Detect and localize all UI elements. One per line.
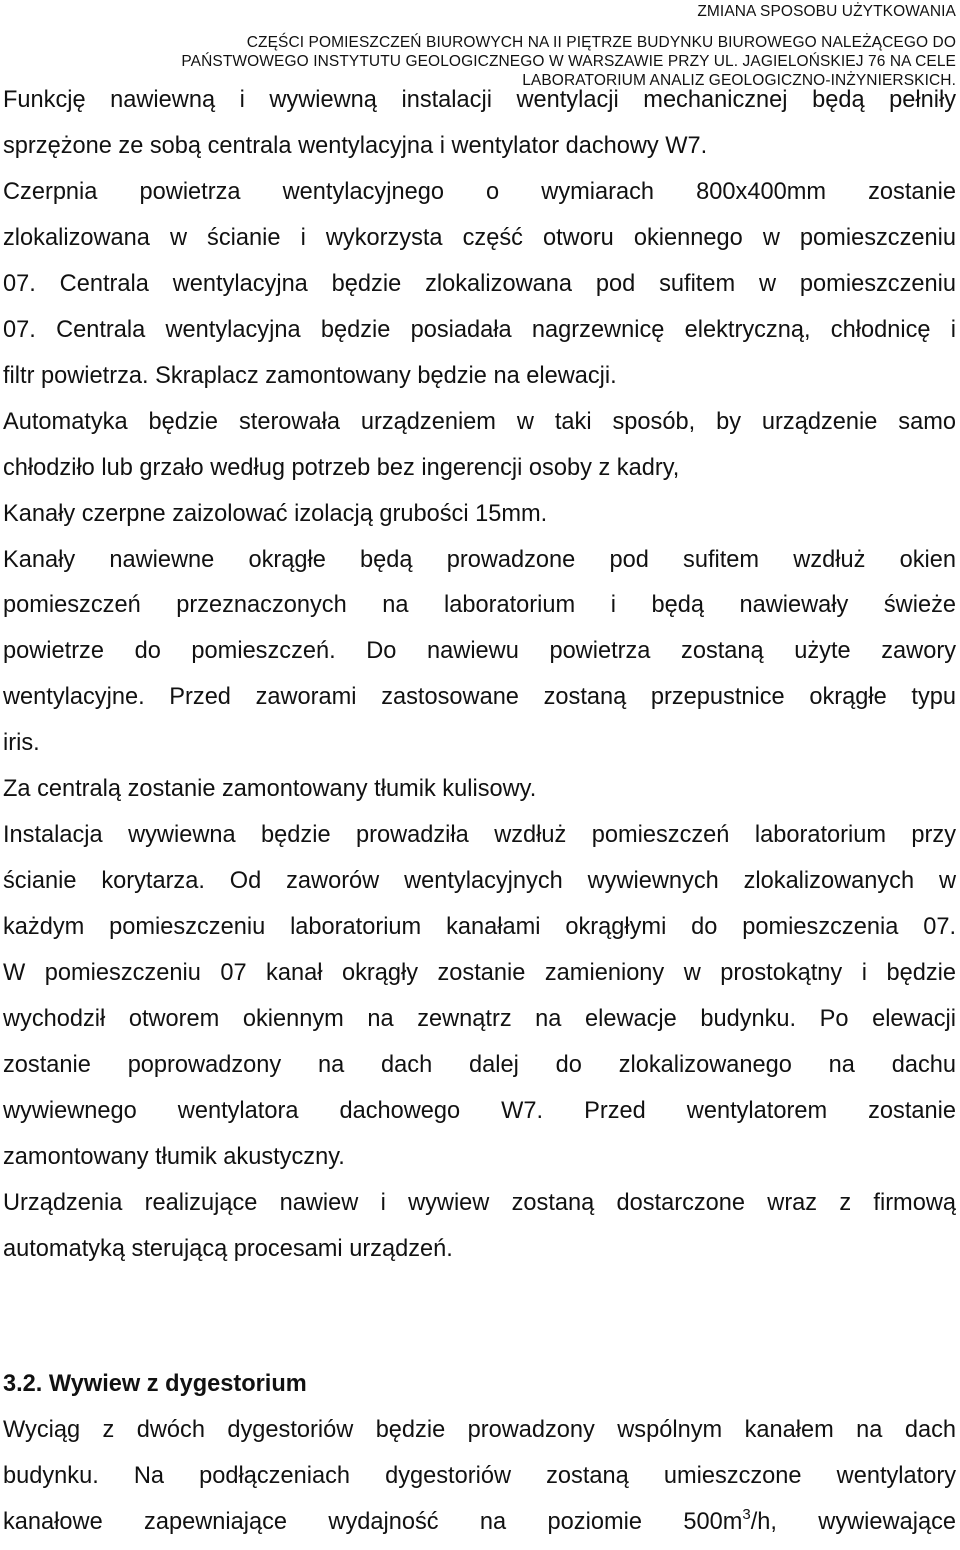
text-line: Instalacja wywiewna będzie prowadziła wzdłuż pomieszczeń laboratorium przy xyxy=(3,822,956,849)
header-subtitle-line: PAŃSTWOWEGO INSTYTUTU GEOLOGICZNEGO W WARSZAWIE PRZY UL. JAGIELOŃSKIEJ 76 NA CELE xyxy=(181,53,956,70)
text-line: Wyciąg z dwóch dygestoriów będzie prowadzony wspólnym kanałem na dach xyxy=(3,1416,956,1443)
document-header xyxy=(16,2,956,90)
text-line: chłodziło lub grzało według potrzeb bez ingerencji osoby z kadry, xyxy=(3,454,680,481)
text-line: Automatyka będzie sterowała urządzeniem w taki sposób, by urządzenie samo xyxy=(3,408,956,435)
text-line: filtr powietrza. Skraplacz zamontowany będzie na elewacji. xyxy=(3,362,617,389)
section-spacer xyxy=(3,1273,956,1362)
superscript: 3 xyxy=(742,1505,751,1523)
text-line: W pomieszczeniu 07 kanał okrągły zostanie zamieniony w prostokątny i będzie xyxy=(3,960,956,987)
text-line: wentylacyjne. Przed zaworami zastosowane zostaną przepustnice okrągłe typu xyxy=(3,684,956,711)
text-line: automatyką sterującą procesami urządzeń. xyxy=(3,1235,453,1262)
text-line: budynku. Na podłączeniach dygestoriów zostaną umieszczone wentylatory xyxy=(3,1462,956,1489)
text-line: Czerpnia powietrza wentylacyjnego o wymiarach 800x400mm zostanie xyxy=(3,178,956,205)
text-line: Urządzenia realizujące nawiew i wywiew zostaną dostarczone wraz z firmową xyxy=(3,1189,956,1216)
text-line: każdym pomieszczeniu laboratorium kanałami okrągłymi do pomieszczenia 07. xyxy=(3,914,956,941)
text-line: wychodził otworem okiennym na zewnątrz na elewacje budynku. Po elewacji xyxy=(3,1006,956,1033)
document-body xyxy=(3,78,956,1546)
text-line: Kanały nawiewne okrągłe będą prowadzone pod sufitem wzdłuż okien xyxy=(3,546,956,573)
text-line: wywiewnego wentylatora dachowego W7. Przed wentylatorem zostanie xyxy=(3,1097,956,1124)
text-line: 07. Centrala wentylacyjna będzie zlokalizowana pod sufitem w pomieszczeniu xyxy=(3,270,956,297)
header-subtitle-line: CZĘŚCI POMIESZCZEŃ BIUROWYCH NA II PIĘTRZE BUDYNKU BIUROWEGO NALEŻĄCEGO DO xyxy=(246,34,956,51)
text-fragment: /h, wywiewające xyxy=(750,1508,956,1535)
text-line: zlokalizowana w ścianie i wykorzysta część otworu okiennego w pomieszczeniu xyxy=(3,224,956,251)
text-line: sprzężone ze sobą centrala wentylacyjna i wentylator dachowy W7. xyxy=(3,132,708,159)
text-line: powietrze do pomieszczeń. Do nawiewu powietrza zostaną użyte zawory xyxy=(3,638,956,665)
section-heading: 3.2. Wywiew z dygestorium xyxy=(3,1370,307,1397)
text-line: Za centralą zostanie zamontowany tłumik kulisowy. xyxy=(3,776,537,803)
header-title: ZMIANA SPOSOBU UŻYTKOWANIA xyxy=(697,3,956,20)
text-fragment: kanałowe zapewniające wydajność na poziomie 500m xyxy=(3,1508,743,1535)
text-line: pomieszczeń przeznaczonych na laboratorium i będą nawiewały świeże xyxy=(3,592,956,619)
header-subtitle-line: LABORATORIUM ANALIZ GEOLOGICZNO-INŻYNIERSKICH. xyxy=(522,72,956,89)
text-line-with-superscript xyxy=(3,1500,956,1546)
text-line: 07. Centrala wentylacyjna będzie posiadała nagrzewnicę elektryczną, chłodnicę i xyxy=(3,316,956,343)
text-line: zamontowany tłumik akustyczny. xyxy=(3,1143,345,1170)
text-line: Funkcję nawiewną i wywiewną instalacji wentylacji mechanicznej będą pełniły xyxy=(3,87,956,113)
text-line: iris. xyxy=(3,730,40,757)
text-line: Kanały czerpne zaizolować izolacją grubości 15mm. xyxy=(3,500,548,527)
text-line: zostanie poprowadzony na dach dalej do zlokalizowanego na dachu xyxy=(3,1052,956,1079)
text-line: ścianie korytarza. Od zaworów wentylacyjnych wywiewnych zlokalizowanych w xyxy=(3,868,956,895)
